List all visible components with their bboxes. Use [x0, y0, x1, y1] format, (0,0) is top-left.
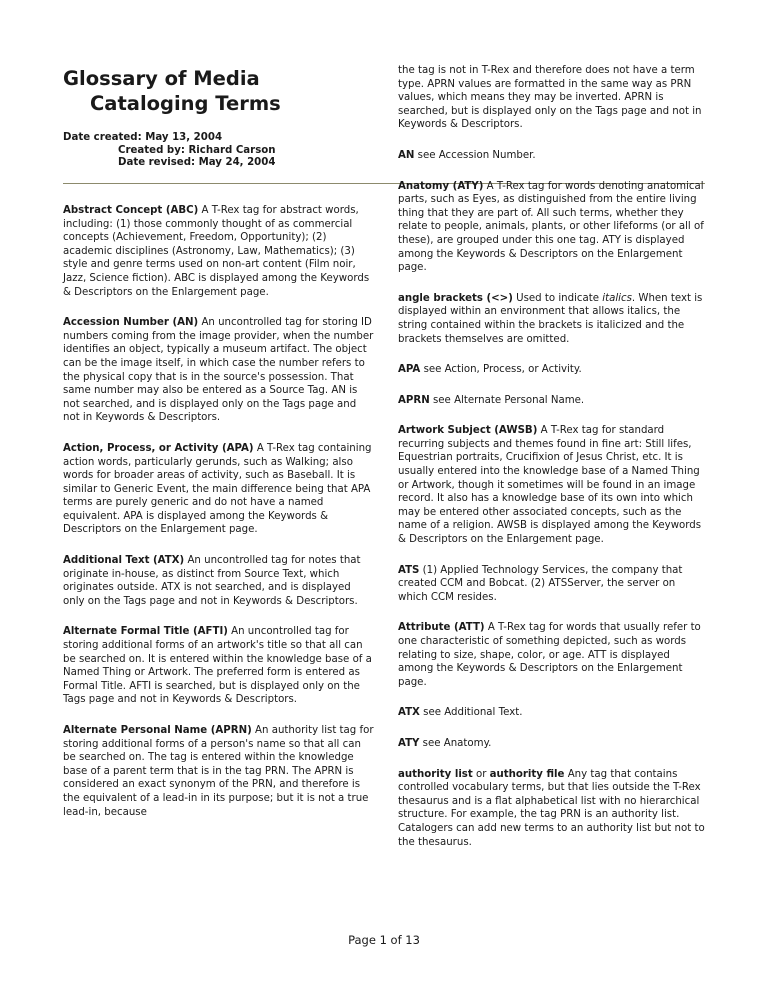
entry-term-joiner: or: [472, 768, 490, 780]
entry-term: ATY: [398, 737, 420, 749]
glossary-entry: [63, 554, 374, 608]
date-revised: Date revised: May 24, 2004: [118, 157, 276, 168]
entry-definition: A T-Rex tag containing action words, particularly gerunds, such as Walking; also words for broader areas of activity, such as Baseball. It is similar to Generic Event, the main difference being that APA terms are purely generic and do not have a named equivalent. APA is displayed among the Keywords & Descriptors on the Enlargement page.: [63, 442, 372, 536]
entry-term: Artwork Subject (AWSB): [398, 425, 538, 437]
glossary-entry: [398, 621, 707, 689]
glossary-entry: [398, 424, 707, 546]
entry-definition-lead: Used to indicate: [516, 292, 603, 304]
entry-term: ATX: [398, 707, 420, 719]
right-column: [398, 64, 707, 866]
entry-term: APA: [398, 364, 421, 376]
document-header: [63, 66, 363, 170]
glossary-entry: [63, 442, 374, 537]
date-created: Date created: May 13, 2004: [63, 132, 223, 143]
document-meta: [63, 132, 363, 170]
entry-term: Accession Number (AN): [63, 317, 199, 329]
glossary-entry: [63, 316, 374, 425]
entry-definition: An uncontrolled tag for storing additional forms of an artwork's title so that all can be searched on. It is entered within the knowledge base of a Named Thing or Artwork. The preferred form is entered as Formal Title. AFTI is searched, but is displayed only on the Tags page and not in Keywords & Descriptors.: [63, 626, 372, 706]
entry-definition: see Action, Process, or Activity.: [423, 364, 582, 376]
document-title-line1: Glossary of Media: [63, 67, 260, 90]
entry-term: APRN: [398, 394, 430, 406]
entry-term: Alternate Personal Name (APRN): [63, 725, 252, 736]
entry-continuation: the tag is not in T-Rex and therefore does not have a term type. APRN values are formatted in the same way as PRN values, which means they may be inverted. APRN is searched, but is displayed only on the Tags page and not in Keywords & Descriptors.: [398, 65, 702, 131]
entry-definition: Any tag that contains controlled vocabulary terms, but that lies outside the T-Rex thesaurus and is a flat alphabetical list with no hierarchical structure. For example, the tag PRN is an authority list. Catalogers can add new terms to an authority list but not to the thesaurus.: [398, 768, 705, 848]
glossary-entry: [398, 737, 707, 751]
entry-definition: An uncontrolled tag for storing ID numbers coming from the image provider, when the number identifies an object, typically a museum artifact. The object can be the image itself, in which case the number refers to the physical copy that is in the source's possession. That same number may also be entered as a Source Tag. AN is not searched, and is displayed only on the Tags page and not in Keywords & Descriptors.: [63, 317, 374, 424]
glossary-entry: [398, 394, 707, 408]
entry-definition: (1) Applied Technology Services, the company that created CCM and Bobcat. (2) ATSServer, the server on which CCM resides.: [398, 564, 683, 603]
entry-term: Attribute (ATT): [398, 622, 485, 634]
glossary-entry: [398, 768, 707, 850]
glossary-entry: [63, 625, 374, 707]
entry-definition: A T-Rex tag for words that usually refer to one characteristic of something depicted, such as words relating to size, shape, color, or age. ATT is displayed among the Keywords & Descriptors on the Enlargement page.: [398, 622, 701, 688]
glossary-entry: [398, 180, 707, 275]
document-title-line2: Cataloging Terms: [90, 92, 281, 115]
glossary-entry: [398, 363, 707, 377]
entry-definition: see Additional Text.: [423, 707, 523, 719]
entry-term: authority list: [398, 768, 473, 780]
entry-definition: An uncontrolled tag for notes that originate in-house, as distinct from Source Text, which originates outside. ATX is not searched, and is displayed only on the Tags page and not in Keywords & Descriptors.: [63, 555, 361, 607]
left-column: [63, 204, 374, 836]
created-by: Created by: Richard Carson: [118, 144, 276, 156]
entry-term: Abstract Concept (ABC): [63, 205, 199, 216]
entry-definition: see Anatomy.: [422, 737, 492, 749]
entry-definition: An authority list tag for storing additional forms of a person's name so that all can be searched on. The tag is entered within the knowledge base of a parent term that is in the tag PRN. The APRN is considered an exact synonym of the PRN, and therefore is the equivalent of a lead-in in its purpose; but it is not a true lead-in, because: [63, 725, 374, 818]
entry-definition: see Alternate Personal Name.: [432, 394, 585, 406]
glossary-entry: [398, 706, 707, 720]
entry-term: Alternate Formal Title (AFTI): [63, 626, 228, 638]
glossary-entry: [398, 292, 707, 346]
glossary-entry: [63, 724, 374, 819]
glossary-entry: [398, 564, 707, 605]
entry-definition: . When text is displayed within an environment that allows italics, the string contained within the brackets is italicized and the brackets themselves are omitted.: [398, 292, 703, 345]
entry-term: Action, Process, or Activity (APA): [63, 442, 254, 454]
page-number: Page 1 of 13: [348, 933, 420, 947]
entry-definition: see Accession Number.: [417, 149, 536, 161]
entry-term: angle brackets (<>): [398, 292, 513, 304]
entry-definition-italic: italics: [602, 292, 632, 304]
glossary-entry: [398, 149, 707, 163]
glossary-entry: [63, 204, 374, 299]
entry-definition: A T-Rex tag for standard recurring subjects and themes found in fine art: Still lifes, Equestrian portraits, Crucifixion of Jesus Christ, etc. It is usually entered into the knowledge base of a Named Thing or Artwork, though it sometimes will be found in an image record. It also has a knowledge base of its own into which may be entered other associated concepts, such as the name of a religion. AWSB is displayed among the Keywords & Descriptors on the Enlargement page.: [398, 425, 702, 546]
entry-term-alt: authority file: [489, 768, 565, 780]
entry-term: Additional Text (ATX): [63, 555, 185, 567]
entry-definition: A T-Rex tag for words denoting anatomical parts, such as Eyes, as distinguished from the entire living thing that they are part of. All such terms, whether they relate to people, animals, plants, or other lifeforms (or all of these), are grouped under this one tag. ATY is displayed among the Keywords & Descriptors on the Enlargement page.: [398, 180, 704, 274]
entry-term: Anatomy (ATY): [398, 180, 484, 192]
entry-definition: A T-Rex tag for abstract words, including: (1) those commonly thought of as commercial concepts (Achievement, Freedom, Opportunity); (2) academic disciplines (Astronomy, Law, Mathematics); (3) style and genre terms used on non-art content (Film noir, Jazz, Science fiction). ABC is displayed among the Keywords & Descriptors on the Enlargement page.: [63, 205, 370, 298]
entry-term: AN: [398, 149, 415, 161]
entry-term: ATS: [398, 564, 420, 576]
